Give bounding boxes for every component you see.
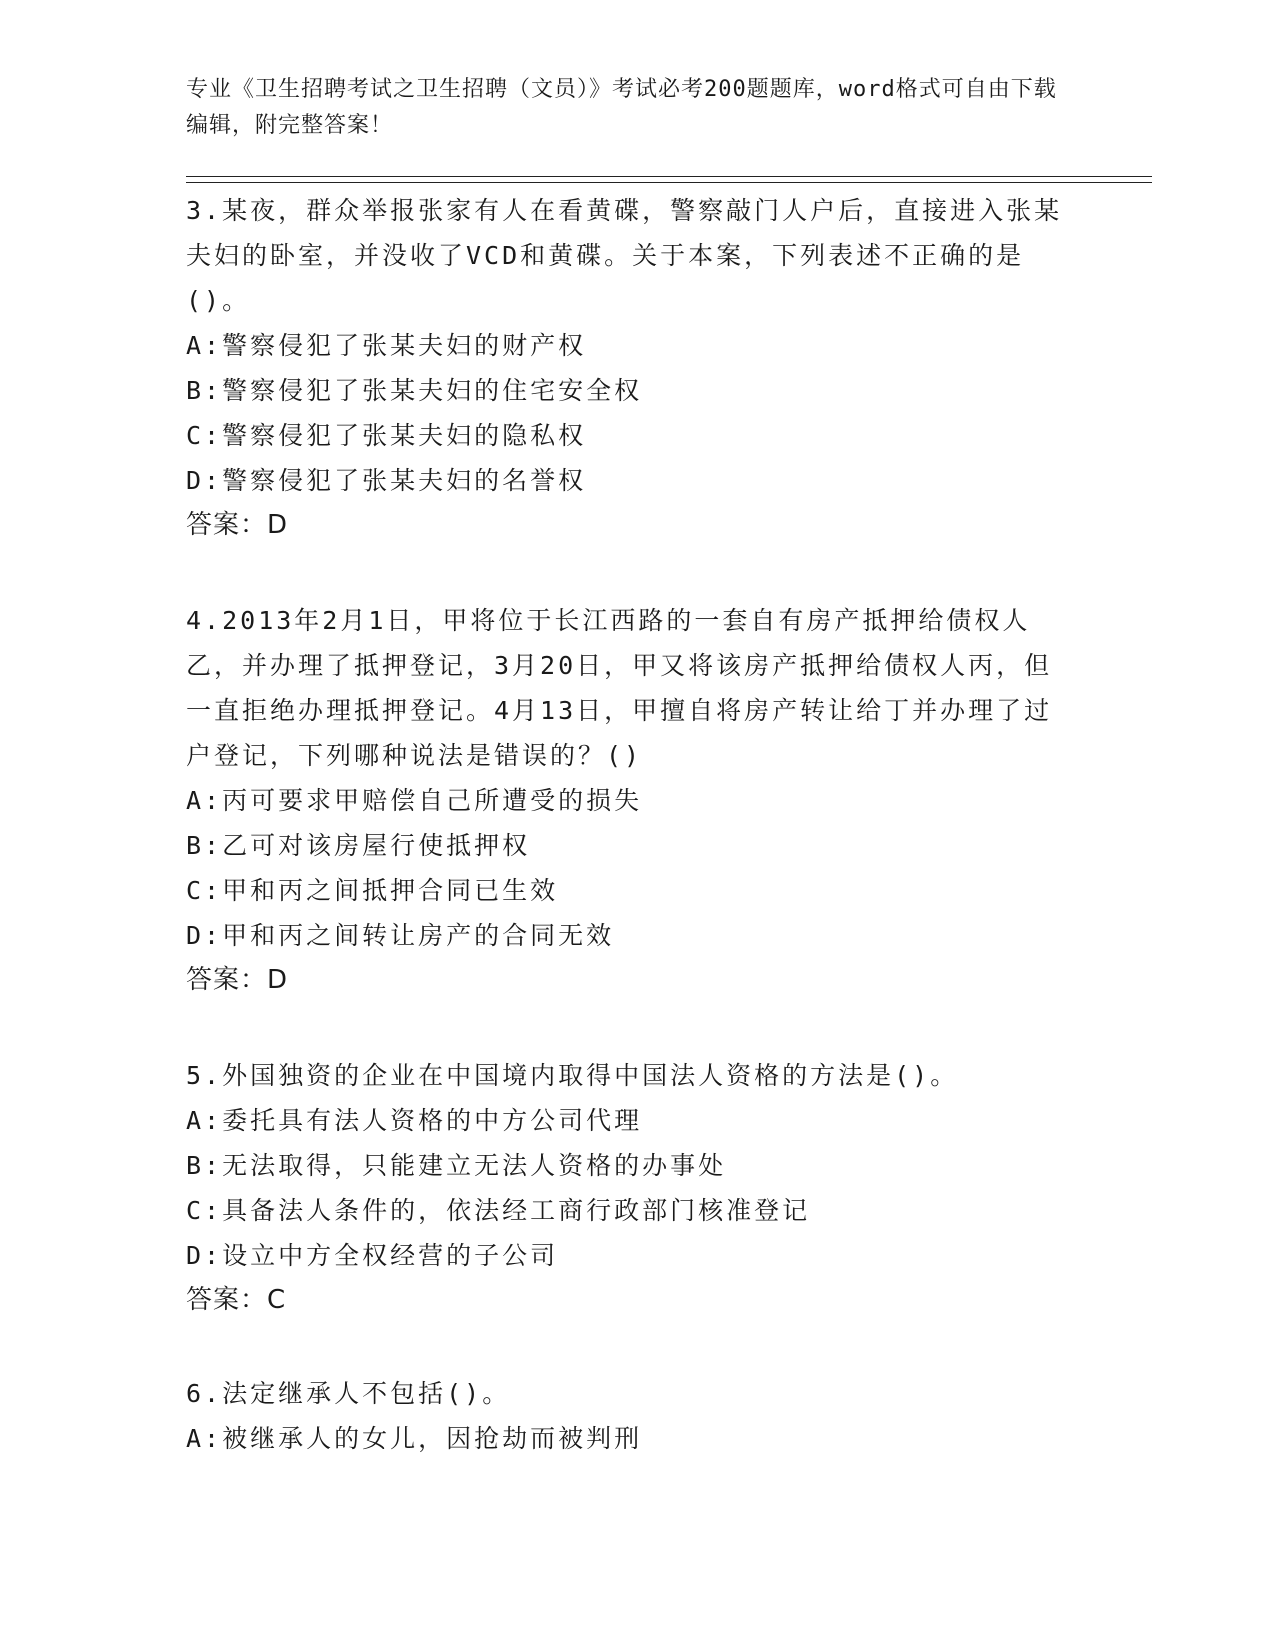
option-a: A:委托具有法人资格的中方公司代理 bbox=[186, 1106, 643, 1135]
option-b: B:无法取得，只能建立无法人资格的办事处 bbox=[186, 1151, 727, 1180]
answer: 答案：D bbox=[186, 965, 289, 995]
question-stem: 3.某夜，群众举报张家有人在看黄碟，警察敲门人户后，直接进入张某夫妇的卧室，并没收了VCD和黄碟。关于本案，下列表述不正确的是()。 bbox=[186, 196, 1063, 315]
option-d: D:设立中方全权经营的子公司 bbox=[186, 1241, 559, 1270]
option-b: B:警察侵犯了张某夫妇的住宅安全权 bbox=[186, 376, 643, 405]
question-6 bbox=[186, 1371, 1066, 1461]
question-stem: 4.2013年2月1日，甲将位于长江西路的一套自有房产抵押给债权人乙，并办理了抵押登记，3月20日，甲又将该房产抵押给债权人丙，但一直拒绝办理抵押登记。4月13日，甲擅自将房产转让给丁并办理了过户登记，下列哪种说法是错误的？() bbox=[186, 606, 1053, 770]
option-c: C:甲和丙之间抵押合同已生效 bbox=[186, 876, 559, 905]
header-divider-bottom bbox=[186, 182, 1152, 183]
answer: 答案：D bbox=[186, 510, 289, 540]
option-a: A:被继承人的女儿，因抢劫而被判刑 bbox=[186, 1424, 643, 1453]
option-a: A:丙可要求甲赔偿自己所遭受的损失 bbox=[186, 786, 643, 815]
document-header: 专业《卫生招聘考试之卫生招聘（文员）》考试必考200题题库，word格式可自由下载编辑，附完整答案！ bbox=[186, 77, 1057, 138]
option-d: D:警察侵犯了张某夫妇的名誉权 bbox=[186, 466, 587, 495]
question-stem: 6.法定继承人不包括()。 bbox=[186, 1379, 511, 1408]
option-b: B:乙可对该房屋行使抵押权 bbox=[186, 831, 531, 860]
option-d: D:甲和丙之间转让房产的合同无效 bbox=[186, 921, 615, 950]
question-3 bbox=[186, 188, 1066, 548]
question-stem: 5.外国独资的企业在中国境内取得中国法人资格的方法是()。 bbox=[186, 1061, 959, 1090]
option-a: A:警察侵犯了张某夫妇的财产权 bbox=[186, 331, 587, 360]
answer: 答案：C bbox=[186, 1285, 287, 1315]
option-c: C:具备法人条件的，依法经工商行政部门核准登记 bbox=[186, 1196, 811, 1225]
question-5 bbox=[186, 1053, 1066, 1323]
option-c: C:警察侵犯了张某夫妇的隐私权 bbox=[186, 421, 587, 450]
header-divider-top bbox=[186, 176, 1152, 177]
question-4 bbox=[186, 598, 1066, 1003]
